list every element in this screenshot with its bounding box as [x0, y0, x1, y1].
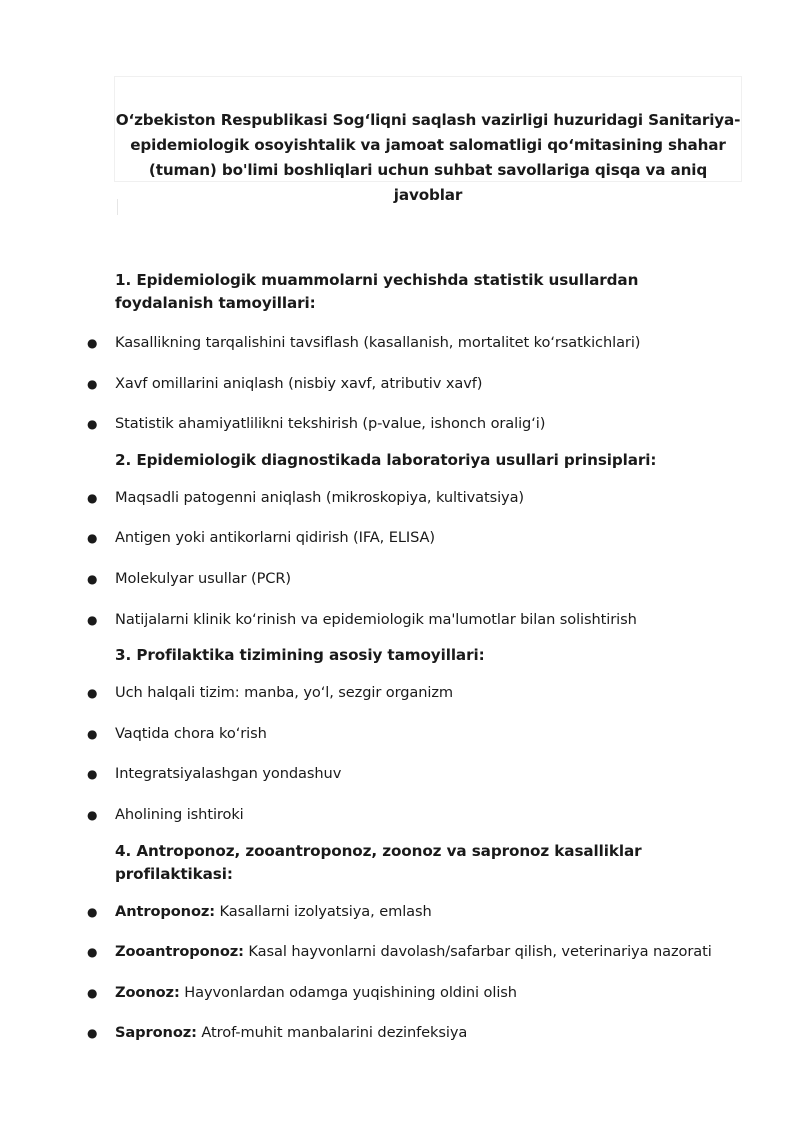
list-item-text: Kasallikning tarqalishini tavsiflash (kasallanish, mortalitet ko‘rsatkichlari)	[115, 334, 641, 351]
section-3-list	[0, 673, 800, 835]
list-item-text: Hayvonlardan odamga yuqishining oldini olish	[179, 983, 517, 1001]
section-heading-1: 1. Epidemiologik muammolarni yechishda statistik usullardan foydalanish tamoyillari:	[115, 271, 639, 312]
list-item	[0, 364, 800, 405]
bullet-icon: ●	[87, 336, 98, 350]
list-item-text: Molekulyar usullar (PCR)	[115, 569, 291, 587]
list-item-text: Vaqtida chora ko‘rish	[115, 724, 267, 742]
list-item	[0, 323, 800, 364]
bullet-icon: ●	[87, 571, 98, 586]
section-heading-4: 4. Antroponoz, zooantroponoz, zoonoz va sapronoz kasalliklar profilaktikasi:	[115, 841, 642, 883]
list-item	[0, 714, 800, 755]
bullet-icon: ●	[87, 612, 98, 627]
list-item-text: Maqsadli patogenni aniqlash (mikroskopiya, kultivatsiya)	[115, 488, 525, 506]
bullet-icon: ●	[87, 904, 98, 919]
list-item	[0, 932, 800, 973]
list-item-text: Natijalarni klinik ko‘rinish va epidemiologik ma'lumotlar bilan solishtirish	[115, 610, 637, 628]
list-item	[0, 518, 800, 559]
text-cursor-mark	[117, 199, 118, 215]
list-item-text: Aholining ishtiroki	[115, 805, 244, 823]
list-item-text: Uch halqali tizim: manba, yo‘l, sezgir organizm	[115, 684, 454, 702]
list-item	[0, 1013, 800, 1054]
list-item-term: Zoonoz:	[115, 983, 180, 1001]
bullet-icon: ●	[87, 985, 98, 1000]
bullet-icon: ●	[87, 531, 98, 546]
list-item-text: Kasal hayvonlarni davolash/safarbar qilish, veterinariya nazorati	[243, 943, 712, 961]
section-heading-3: 3. Profilaktika tizimining asosiy tamoyillari:	[115, 646, 485, 665]
bullet-icon: ●	[87, 417, 98, 432]
list-item	[0, 973, 800, 1014]
bullet-icon: ●	[87, 686, 98, 701]
list-item-text: Xavf omillarini aniqlash (nisbiy xavf, atributiv xavf)	[115, 374, 483, 392]
bullet-icon: ●	[87, 1026, 98, 1041]
list-item-text: Antigen yoki antikorlarni qidirish (IFA, ELISA)	[115, 529, 436, 547]
list-item	[0, 673, 800, 714]
list-item-term: Antroponoz:	[115, 902, 216, 920]
list-item	[0, 478, 800, 519]
list-item-text: Atrof-muhit manbalarini dezinfeksiya	[196, 1024, 468, 1042]
list-item	[0, 559, 800, 600]
bullet-icon: ●	[87, 726, 98, 741]
document-title: O‘zbekiston Respublikasi Sog‘liqni saqlash vazirligi huzuridagi Sanitariya-epidemiologik osoyishtalik va jamoat salomatligi qo‘mitasining shahar (tuman) bo'limi boshliqlari uchun suhbat savollariga qisqa va aniq javoblar	[115, 111, 741, 204]
list-item-term: Zooantroponoz:	[115, 943, 244, 961]
bullet-icon: ●	[87, 767, 98, 782]
list-item-text: Integratsiyalashgan yondashuv	[115, 765, 342, 783]
list-item	[0, 600, 800, 641]
bullet-icon: ●	[87, 945, 98, 960]
list-item	[0, 754, 800, 795]
section-1-list	[0, 323, 800, 445]
list-item	[0, 892, 800, 933]
section-heading-2: 2. Epidemiologik diagnostikada laboratoriya usullari prinsiplari:	[115, 450, 657, 469]
section-4-list	[0, 892, 800, 1054]
list-item-text: Kasallarni izolyatsiya, emlash	[215, 902, 432, 920]
bullet-icon: ●	[87, 807, 98, 822]
list-item	[0, 404, 800, 445]
bullet-icon: ●	[87, 490, 98, 505]
list-item-term: Sapronoz:	[115, 1024, 197, 1042]
list-item	[0, 795, 800, 836]
list-item-text: Statistik ahamiyatlilikni tekshirish (p-value, ishonch oralig‘i)	[115, 415, 546, 433]
section-2-list	[0, 478, 800, 640]
document-body	[0, 269, 800, 1054]
bullet-icon: ●	[87, 376, 98, 391]
